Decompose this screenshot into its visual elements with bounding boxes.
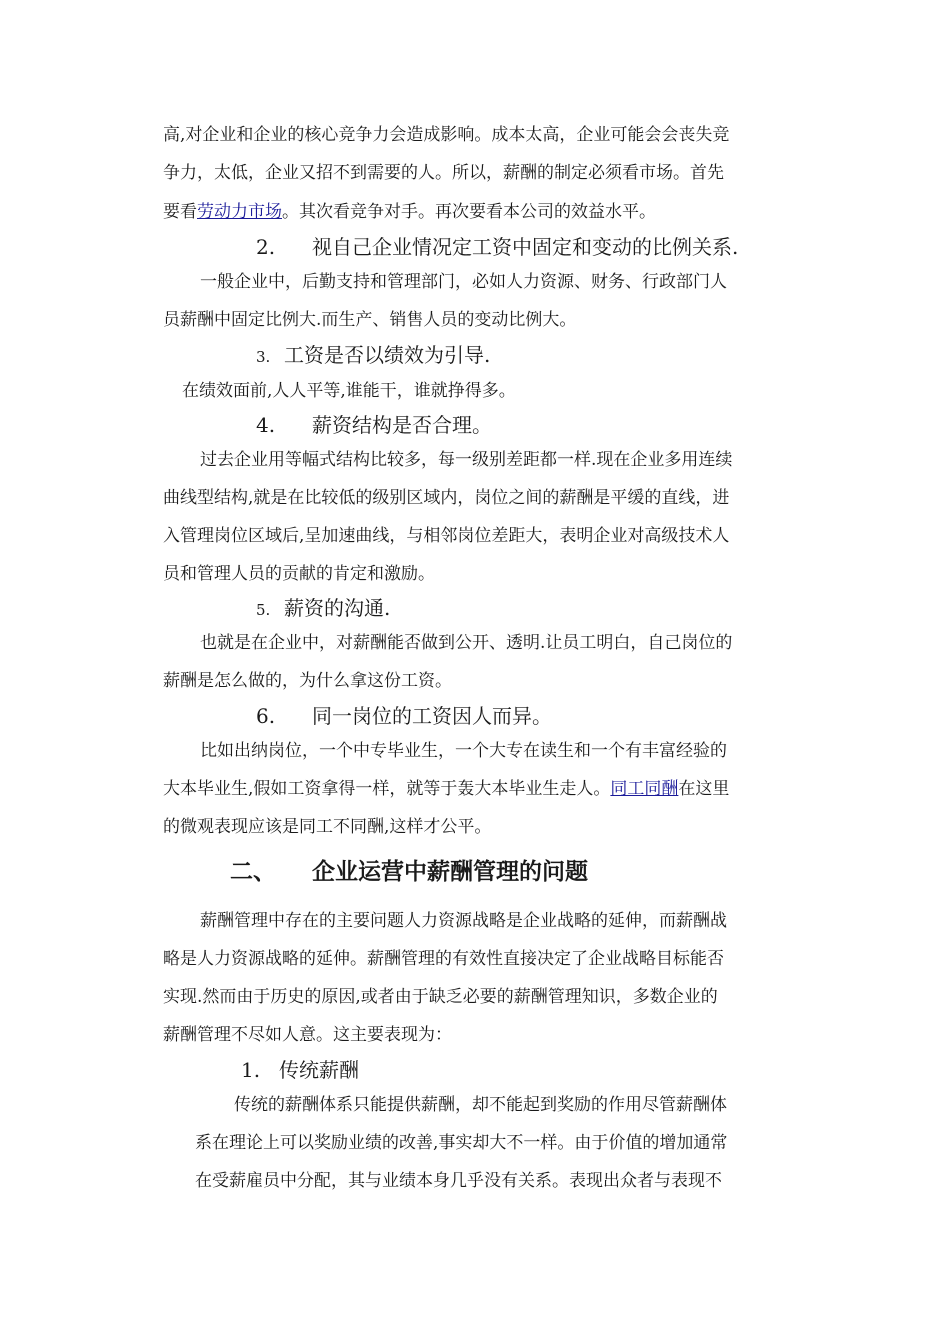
paragraph-line: 比如出纳岗位，一个中专毕业生，一个大专在读生和一个有丰富经验的 — [200, 741, 727, 761]
paragraph-line: 在受薪雇员中分配，其与业绩本身几乎没有关系。表现出众者与表现不 — [195, 1171, 722, 1191]
paragraph-line: 薪酬是怎么做的，为什么拿这份工资。 — [163, 671, 452, 691]
numbered-heading-2 — [256, 234, 738, 260]
paragraph-line: 薪酬管理中存在的主要问题人力资源战略是企业战略的延伸，而薪酬战 — [200, 911, 727, 931]
paragraph-line: 高,对企业和企业的核心竞争力会造成影响。成本太高，企业可能会会丧失竞 — [163, 125, 730, 145]
section-heading — [230, 857, 588, 887]
text-run: 大本毕业生,假如工资拿得一样，就等于轰大本毕业生走人。 — [163, 779, 611, 799]
paragraph-line: 系在理论上可以奖励业绩的改善,事实却大不一样。由于价值的增加通常 — [195, 1133, 728, 1153]
paragraph-line: 薪酬管理不尽如人意。这主要表现为： — [163, 1025, 452, 1045]
heading-number: 1. — [241, 1058, 261, 1082]
section-title: 企业运营中薪酬管理的问题 — [312, 859, 588, 885]
paragraph-line: 员和管理人员的贡献的肯定和激励。 — [163, 564, 435, 584]
paragraph-line — [163, 778, 729, 800]
labor-market-link[interactable]: 劳动力市场 — [197, 202, 282, 222]
paragraph-line: 入管理岗位区域后,呈加速曲线，与相邻岗位差距大，表明企业对高级技术人 — [163, 526, 730, 546]
numbered-subheading-1 — [241, 1057, 359, 1083]
paragraph-line: 实现.然而由于历史的原因,或者由于缺乏必要的薪酬管理知识，多数企业的 — [163, 987, 718, 1007]
paragraph-line — [163, 201, 656, 223]
paragraph-line: 争力，太低，企业又招不到需要的人。所以，薪酬的制定必须看市场。首先 — [163, 163, 724, 183]
paragraph-line: 员薪酬中固定比例大.而生产、销售人员的变动比例大。 — [163, 310, 577, 330]
paragraph-line: 曲线型结构,就是在比较低的级别区域内，岗位之间的薪酬是平缓的直线，进 — [163, 488, 730, 508]
numbered-heading-6 — [256, 703, 552, 729]
numbered-heading-4 — [256, 412, 492, 438]
paragraph-line: 略是人力资源战略的延伸。薪酬管理的有效性直接决定了企业战略目标能否 — [163, 949, 724, 969]
equal-pay-link[interactable]: 同工同酬 — [610, 779, 679, 799]
paragraph-line: 过去企业用等幅式结构比较多，每一级别差距都一样.现在企业多用连续 — [200, 450, 733, 470]
paragraph-line: 一般企业中，后勤支持和管理部门，必如人力资源、财务、行政部门人 — [200, 272, 727, 292]
section-number: 二、 — [230, 859, 276, 885]
paragraph-line: 在绩效面前,人人平等,谁能干，谁就挣得多。 — [182, 381, 516, 401]
paragraph-line: 的微观表现应该是同工不同酬,这样才公平。 — [163, 817, 492, 837]
numbered-heading-3 — [256, 342, 490, 370]
numbered-heading-5 — [256, 595, 390, 623]
paragraph-line: 传统的薪酬体系只能提供薪酬，却不能起到奖励的作用尽管薪酬体 — [234, 1095, 727, 1115]
heading-number: 2. — [256, 235, 276, 259]
heading-number: 3. — [256, 348, 271, 366]
heading-text: 薪资结构是否合理。 — [312, 413, 492, 437]
heading-number: 4. — [256, 413, 276, 437]
heading-number: 6. — [256, 704, 276, 728]
heading-text: 薪资的沟通. — [284, 596, 391, 620]
text-run: 要看 — [163, 202, 197, 222]
heading-text: 传统薪酬 — [279, 1058, 359, 1082]
text-run: 。其次看竞争对手。再次要看本公司的效益水平。 — [282, 202, 656, 222]
text-run: 在这里 — [678, 779, 730, 799]
heading-text: 视自己企业情况定工资中固定和变动的比例关系. — [312, 235, 739, 259]
heading-number: 5. — [256, 601, 271, 619]
paragraph-line: 也就是在企业中，对薪酬能否做到公开、透明.让员工明白，自己岗位的 — [200, 633, 733, 653]
heading-text: 同一岗位的工资因人而异。 — [312, 704, 552, 728]
heading-text: 工资是否以绩效为引导. — [284, 343, 491, 367]
